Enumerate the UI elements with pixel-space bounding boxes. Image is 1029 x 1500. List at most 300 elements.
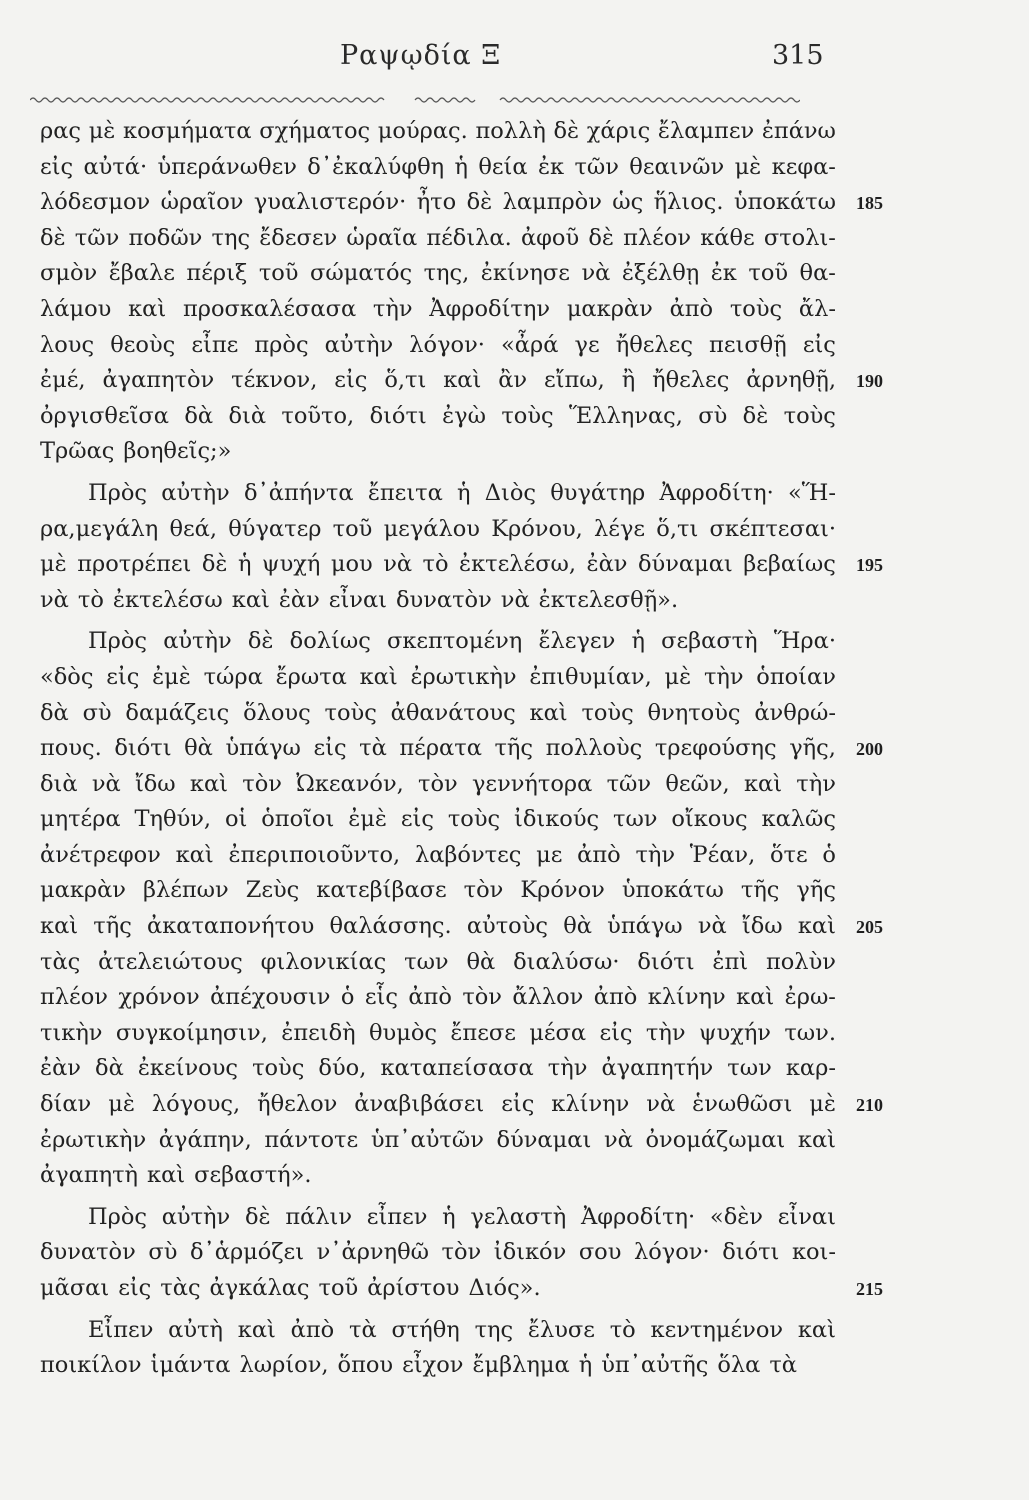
word: ἐὰν — [40, 1055, 81, 1082]
word: δὲ — [40, 224, 66, 251]
word: καὶ — [359, 663, 398, 690]
word: ὑποκάτω — [621, 877, 724, 904]
word: τώρα — [203, 663, 263, 690]
word: τὰς — [40, 948, 81, 975]
verse-line-number: 205 — [856, 917, 883, 938]
word: γῆς, — [789, 735, 836, 762]
word: τρεφούσης — [654, 735, 777, 762]
word: των. — [784, 1019, 836, 1046]
text-line — [40, 292, 836, 328]
word: βοηθεῖς;» — [123, 438, 232, 465]
text-line — [40, 696, 836, 732]
paragraph — [40, 1313, 836, 1384]
word: καὶ — [797, 913, 836, 940]
word: νὰ — [383, 551, 413, 578]
text-line — [40, 114, 836, 150]
word: τὴν — [703, 663, 744, 690]
text-line — [40, 624, 836, 660]
word: ὀργισθεῖσα — [40, 402, 169, 429]
word: τὸ — [609, 1316, 636, 1343]
word: σκέπτεσαι· — [709, 515, 836, 542]
word: πέριξ — [186, 260, 248, 287]
word: φιλονικίας — [260, 948, 387, 975]
word: Ἕλληνας, — [568, 402, 683, 429]
word: καὶ — [736, 984, 775, 1011]
word: θὰ — [466, 948, 496, 975]
word: ὅτε — [770, 841, 808, 868]
text-line — [40, 731, 836, 767]
word: μεγάλου — [383, 515, 480, 542]
word: καὶ — [797, 1126, 836, 1153]
text-line — [40, 512, 836, 548]
word: ἔβαλε — [108, 260, 175, 287]
word: γῆς — [796, 877, 836, 904]
word: καὶ — [175, 841, 214, 868]
word: θυγάτηρ — [550, 479, 646, 506]
word: ἔλαμπεν — [657, 118, 755, 144]
word: των — [613, 806, 658, 833]
word: κεντημένον — [650, 1316, 784, 1343]
word: κατεβίβασε — [316, 877, 447, 904]
word: «Ἥ- — [788, 479, 836, 506]
word: ἔμβλημα — [472, 1352, 570, 1379]
word: λόδεσμον — [40, 189, 151, 216]
word: νὰ — [697, 913, 727, 940]
word: ἴδω — [134, 770, 176, 797]
word: τοὺς — [729, 295, 783, 322]
word: αὐτά· — [83, 153, 148, 180]
word: τοὺς — [501, 402, 554, 429]
text-line — [40, 476, 836, 512]
word: δύο, — [318, 1055, 367, 1082]
word: εἰς — [400, 806, 434, 833]
word: ὡραῖον — [160, 189, 244, 216]
word: ἀπέχουσιν — [210, 984, 331, 1011]
word: δὰ — [184, 402, 214, 429]
word: ἐκτελέσω — [112, 586, 223, 613]
word: εἴπω, — [544, 367, 605, 394]
word: χρόνον — [118, 984, 200, 1011]
text-line — [40, 547, 836, 583]
word: μὲ — [664, 663, 692, 690]
word: ἡ — [237, 551, 252, 578]
word: εἶναι — [328, 586, 387, 613]
word: ἔλυσε — [527, 1316, 595, 1343]
word: αὐτὴν — [324, 331, 394, 358]
word: νὰ — [646, 1091, 676, 1118]
word: ἀνέτρεφον — [40, 841, 161, 868]
word: ἀνθρώ- — [754, 699, 836, 726]
word: εἰς — [118, 1275, 152, 1301]
word: τῶν — [606, 770, 652, 797]
word: θεῶν, — [665, 770, 730, 797]
word: σὺ — [698, 402, 728, 429]
word: ὁ — [340, 984, 355, 1011]
word: καὶ — [237, 1316, 276, 1343]
word: δυνατὸν — [40, 1239, 136, 1266]
word: τὴν — [645, 1019, 686, 1046]
text-line — [40, 185, 836, 221]
word: ἀγαπητήν — [601, 1055, 714, 1082]
word: μητέρα — [40, 806, 121, 833]
word: λαβόντες — [414, 841, 522, 868]
word: εἶπεν — [366, 1203, 428, 1230]
word: μακρὰν — [40, 877, 126, 904]
text-line — [40, 328, 836, 364]
verse-line-number: 200 — [856, 739, 883, 760]
word: καὶ — [743, 770, 783, 797]
word: Ἀφροδίτη· — [659, 479, 774, 506]
word: «δὲν — [709, 1203, 763, 1230]
word: της — [474, 1316, 514, 1343]
word: τὸν — [463, 877, 504, 904]
word: διότι — [369, 402, 427, 429]
word: ὁ — [822, 841, 836, 868]
word: εἰς — [802, 331, 836, 358]
word: ἐπάνω — [761, 118, 836, 144]
text-line — [40, 838, 836, 874]
word: αὐτὴ — [168, 1316, 223, 1343]
text-line — [40, 945, 836, 981]
word: σώματός — [309, 260, 413, 287]
word: καὶ — [40, 913, 79, 940]
word: τοὺς — [447, 806, 501, 833]
word: πους. — [40, 735, 102, 762]
word: τὴν — [372, 295, 413, 322]
word: ἀναβιβάσει — [354, 1091, 485, 1118]
word: ὑποκάτω — [733, 189, 836, 216]
word: ἀθανάτους — [390, 699, 516, 726]
word: ἐὰν — [586, 551, 628, 578]
word: τὸν — [462, 984, 502, 1011]
word: σὺ — [82, 699, 112, 726]
word: ἔπεσε — [450, 1019, 516, 1046]
word: Εἶπεν — [88, 1316, 154, 1343]
word: χάρις — [586, 118, 651, 144]
word: ὅλους — [243, 699, 311, 726]
word: καταπείσασα — [380, 1055, 534, 1082]
word: θυμὸς — [368, 1019, 437, 1046]
word: Κρόνου, — [491, 515, 583, 542]
text-line — [40, 1348, 836, 1384]
word: λόγον· — [633, 1239, 710, 1266]
word: διότι — [637, 948, 695, 975]
text-line — [40, 363, 836, 399]
word: ἤθελον — [257, 1091, 338, 1118]
word: γελαστὴ — [470, 1203, 567, 1230]
word: ἐκ — [710, 260, 737, 287]
word: Ζεὺς — [245, 877, 300, 904]
word: ἀγαπητὸν — [102, 367, 215, 394]
word: ὡς — [612, 189, 644, 216]
text-line — [40, 909, 836, 945]
word: Διός». — [468, 1275, 541, 1301]
word: εἰς — [313, 735, 347, 762]
word: κοι- — [791, 1239, 836, 1266]
word: ὑπάγω — [607, 913, 683, 940]
word: της, — [423, 260, 470, 287]
word: τοὺς — [783, 402, 836, 429]
word: ἔπειτα — [367, 479, 443, 506]
word: τοὺς — [324, 699, 377, 726]
word: ψυχή — [261, 551, 321, 578]
word: ἐγὼ — [442, 402, 486, 429]
word: στήθη — [391, 1316, 460, 1343]
word: εἰς — [599, 1019, 633, 1046]
word: δ᾿ἀπήντα — [243, 479, 354, 506]
word: αὐτὴν — [161, 479, 230, 506]
word: μᾶσαι — [40, 1275, 110, 1301]
word: καὶ — [529, 699, 568, 726]
word: πεισθῇ — [709, 331, 787, 358]
text-line — [40, 1087, 836, 1123]
word: ἐρω- — [784, 984, 836, 1011]
word: καρ- — [785, 1055, 836, 1082]
word: δυνατὸν — [395, 586, 492, 613]
word: ὑπ᾿αὐτῆς — [601, 1352, 709, 1379]
word: νὰ — [603, 1126, 633, 1153]
word: ἔδεσεν — [259, 224, 338, 251]
word: μου — [330, 551, 373, 578]
word: θύγατερ — [228, 515, 322, 542]
word: ἐμὲ — [152, 663, 191, 690]
word: ἀπὸ — [593, 984, 638, 1011]
word: μὲ — [40, 551, 67, 578]
word: Ῥέαν, — [689, 841, 756, 868]
word: ἡ — [578, 1352, 593, 1379]
word: αὐτοὺς — [466, 913, 549, 940]
word: Τηθύν, — [134, 806, 212, 833]
word: τῆς — [93, 913, 132, 940]
text-line — [40, 1051, 836, 1087]
word: θεά, — [169, 515, 218, 542]
verse-line-number: 190 — [856, 371, 883, 392]
word: θαλάσσης. — [329, 913, 452, 940]
word: ἐκίνησε — [480, 260, 570, 287]
word: τὴν — [796, 770, 836, 797]
word: νὰ — [581, 260, 611, 287]
word: δὲ — [244, 1203, 271, 1230]
word: θὰ — [563, 913, 592, 940]
word: σμὸν — [40, 260, 98, 287]
word: διαλύσω· — [513, 948, 620, 975]
word: ἀπὸ — [669, 295, 714, 322]
word: τοῦτο, — [281, 402, 355, 429]
word: Πρὸς — [88, 1203, 147, 1230]
word: ρας — [40, 118, 82, 144]
word: μακρὰν — [566, 295, 653, 322]
word: ποδῶν — [128, 224, 203, 251]
word: νὰ — [40, 586, 69, 613]
word: Διὸς — [484, 479, 536, 506]
text-line — [40, 660, 836, 696]
word: ἐπεριποιοῦντο, — [228, 841, 401, 868]
word: συγκοίμησιν, — [115, 1019, 268, 1046]
verse-line-number: 185 — [856, 193, 883, 214]
text-line — [40, 802, 836, 838]
paragraph — [40, 624, 836, 1194]
text-line — [40, 583, 836, 619]
word: λωρίον, — [239, 1352, 329, 1379]
word: γυαλιστερόν· — [253, 189, 407, 216]
word: ἀκαταπονήτου — [147, 913, 315, 940]
word: ἐκτελεσθῇ». — [538, 586, 679, 613]
word: εἰς — [334, 367, 368, 394]
word: ἀρίστου — [367, 1275, 460, 1301]
text-line — [40, 1123, 836, 1159]
word: τὸ — [77, 586, 104, 613]
word: σεβαστή». — [194, 1162, 312, 1189]
word: διότι — [722, 1239, 780, 1266]
word: ἐκ — [537, 153, 565, 180]
word: τοὺς — [581, 699, 634, 726]
word: οἱ — [224, 806, 248, 833]
word: λόγους, — [151, 1091, 241, 1118]
word: τοῦ — [332, 515, 373, 542]
word: Πρὸς — [88, 479, 147, 506]
word: κάθε — [700, 224, 755, 251]
word: πολὺν — [765, 948, 836, 975]
word: τοὺς — [252, 1055, 305, 1082]
word: τὰ — [769, 1352, 797, 1379]
word: λέγε — [594, 515, 646, 542]
word: σκεπτομένη — [386, 628, 523, 655]
word: λάμου — [40, 295, 112, 322]
word: «δὸς — [40, 663, 94, 690]
word: τὸν — [441, 1239, 482, 1266]
word: τοῦ — [258, 260, 299, 287]
word: ἴδω — [741, 913, 783, 940]
word: ἔρωτα — [275, 663, 347, 690]
text-line — [40, 873, 836, 909]
word: Ὠκεανόν, — [296, 770, 404, 797]
word: ἐκείνους — [137, 1055, 238, 1082]
word: ρα,μεγάλη — [40, 515, 159, 542]
word: αὐτὴν — [161, 1203, 231, 1230]
word: Κρόνον — [520, 877, 605, 904]
word: καὶ — [128, 295, 167, 322]
word: ἐκτελέσω, — [459, 551, 577, 578]
word: ὁποίαν — [756, 663, 836, 690]
word: πέδιλα. — [426, 224, 512, 251]
running-head — [0, 36, 1029, 76]
word: δὲ — [742, 402, 769, 429]
text-line — [40, 434, 836, 470]
paragraph — [40, 1200, 836, 1307]
word: σου — [578, 1239, 622, 1266]
word: σὺ — [148, 1239, 178, 1266]
word: ἀρνηθῇ, — [746, 367, 836, 394]
word: ἑνωθῶσι — [692, 1091, 793, 1118]
word: τῶν — [74, 224, 120, 251]
word: τὸν — [242, 770, 282, 797]
word: μὲ — [734, 153, 762, 180]
word: ἐὰν — [278, 586, 320, 613]
word: ἀγαπητὴ — [40, 1162, 139, 1189]
word: ἀγάπην, — [158, 1126, 252, 1153]
paragraph — [40, 476, 836, 618]
word: ἐρωτικὴν — [410, 663, 517, 690]
word: ἡ — [454, 153, 468, 180]
word: νὰ — [91, 770, 121, 797]
text-line — [40, 1235, 836, 1271]
word: θνητοὺς — [647, 699, 741, 726]
word: ὀνομάζωμαι — [645, 1126, 786, 1153]
word: καὶ — [189, 770, 228, 797]
word: καὶ — [231, 586, 270, 613]
word: λόγον· — [409, 331, 485, 358]
word: δὰ — [40, 699, 69, 726]
word: ἐρωτικὴν — [40, 1126, 147, 1153]
word: λους — [40, 331, 95, 358]
word: εἰς — [106, 663, 140, 690]
word: διὰ — [40, 770, 78, 797]
word: νὰ — [500, 586, 530, 613]
word: γεννήτορα — [471, 770, 593, 797]
word: θα- — [799, 260, 836, 287]
word: ἄλλον — [512, 984, 584, 1011]
word: μὲ — [809, 1091, 836, 1118]
word: δὲ — [201, 551, 228, 578]
word: πολλοὺς — [545, 735, 643, 762]
word: καλῶς — [761, 806, 836, 833]
word: πάντοτε — [264, 1126, 359, 1153]
word: σχήματος — [259, 118, 371, 144]
word: θεία — [478, 153, 528, 180]
word: μὲ — [88, 118, 116, 144]
word: ἀφοῦ — [520, 224, 580, 251]
word: τῆς — [740, 877, 780, 904]
word: εἷς — [364, 984, 398, 1011]
word: δὲ — [466, 189, 493, 216]
word: θεαινῶν — [629, 153, 725, 180]
word: ὅ,τι — [384, 367, 427, 394]
word: κεφα- — [771, 153, 836, 180]
word: ἱμάντα — [150, 1352, 231, 1379]
text-line — [40, 221, 836, 257]
word: ἰδικούς — [514, 806, 600, 833]
word: ἂν — [498, 367, 528, 394]
text-line — [40, 1200, 836, 1236]
text-line — [40, 256, 836, 292]
word: δὰ — [95, 1055, 124, 1082]
body-text — [40, 114, 836, 1384]
word: αὐτὴν — [163, 628, 232, 655]
word: ἔλεγεν — [538, 628, 616, 655]
word: προτρέπει — [77, 551, 192, 578]
word: ὑπ᾿αὐτῶν — [370, 1126, 484, 1153]
text-line — [40, 767, 836, 803]
word: μὲ — [108, 1091, 135, 1118]
word: ἐμὲ — [348, 806, 387, 833]
word: λαμπρὸν — [502, 189, 602, 216]
word: σεβαστὴ — [661, 628, 758, 655]
word: δὲ — [553, 118, 580, 144]
word: ὑπεράνωθεν — [157, 153, 297, 180]
word: ὅπου — [337, 1352, 394, 1379]
text-line — [40, 150, 836, 186]
word: ἀπὸ — [577, 841, 621, 868]
word: πέρατα — [399, 735, 482, 762]
word: κοσμήματα — [123, 118, 252, 144]
word: ἀγκάλας — [209, 1275, 310, 1301]
word: οἴκους — [671, 806, 748, 833]
word: τὰ — [359, 735, 387, 762]
word: διότι — [114, 735, 172, 762]
word: εἰς — [40, 153, 74, 180]
word: τῆς — [494, 735, 534, 762]
word: δ᾿ἁρμόζει — [189, 1239, 305, 1266]
